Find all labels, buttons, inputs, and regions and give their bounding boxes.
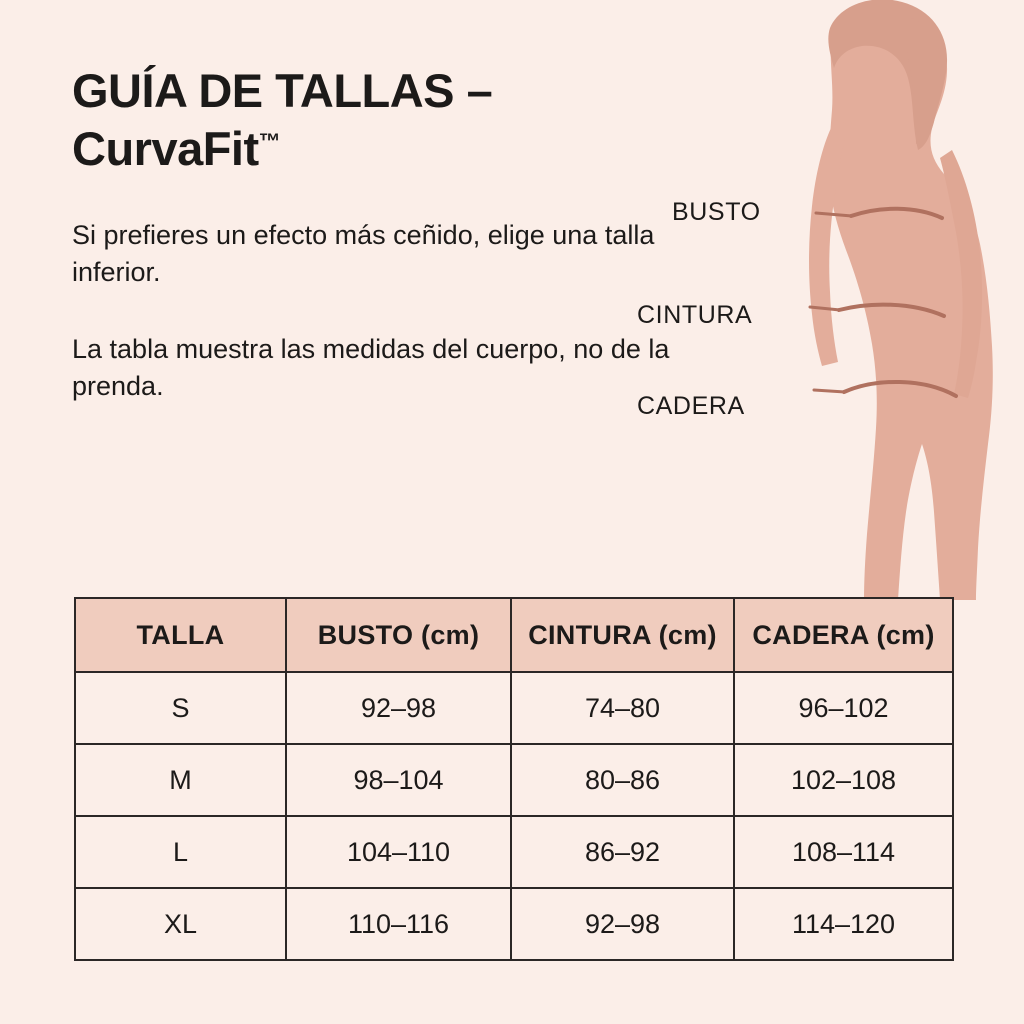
figure-body-shape <box>809 5 993 600</box>
intro-paragraph-2: La tabla muestra las medidas del cuerpo, no de la prenda. <box>72 334 670 402</box>
cell-busto: 104–110 <box>286 816 511 888</box>
waist-measure-line <box>839 305 944 316</box>
cell-talla: XL <box>75 888 286 960</box>
cell-talla: S <box>75 672 286 744</box>
cell-cadera: 108–114 <box>734 816 953 888</box>
table-row <box>75 744 953 816</box>
cell-cadera: 114–120 <box>734 888 953 960</box>
page-title <box>72 62 672 179</box>
cell-busto: 110–116 <box>286 888 511 960</box>
bust-label: BUSTO <box>672 198 761 226</box>
cell-cintura: 92–98 <box>511 888 734 960</box>
measurement-leader-lines <box>810 213 852 392</box>
cell-busto: 92–98 <box>286 672 511 744</box>
header-cadera: CADERA (cm) <box>734 598 953 672</box>
trademark-symbol: ™ <box>258 128 281 154</box>
bust-measure-line <box>851 209 942 218</box>
table-body <box>75 672 953 960</box>
header-block <box>72 62 672 406</box>
table-row <box>75 672 953 744</box>
hip-leader <box>814 390 845 392</box>
hip-label: CADERA <box>637 392 745 420</box>
cell-busto: 98–104 <box>286 744 511 816</box>
bust-leader <box>816 213 852 216</box>
body-figure-illustration <box>704 0 1024 600</box>
cell-cintura: 74–80 <box>511 672 734 744</box>
cell-cintura: 86–92 <box>511 816 734 888</box>
page-title-line1: GUÍA DE TALLAS – <box>72 64 493 117</box>
cell-cadera: 102–108 <box>734 744 953 816</box>
measurement-lines <box>839 209 956 396</box>
intro-paragraph-1: Si prefieres un efecto más ceñido, elige una talla inferior. <box>72 219 655 287</box>
header-talla: TALLA <box>75 598 286 672</box>
waist-label: CINTURA <box>637 301 753 329</box>
header-busto: BUSTO (cm) <box>286 598 511 672</box>
table-header <box>75 598 953 672</box>
waist-leader <box>810 307 840 310</box>
cell-cintura: 80–86 <box>511 744 734 816</box>
table-row <box>75 888 953 960</box>
table-row <box>75 816 953 888</box>
size-table <box>74 597 954 961</box>
cell-cadera: 96–102 <box>734 672 953 744</box>
page-title-line2: CurvaFit <box>72 122 259 176</box>
header-cintura: CINTURA (cm) <box>511 598 734 672</box>
cell-talla: L <box>75 816 286 888</box>
hip-measure-line <box>844 382 956 396</box>
figure-hair-shape <box>828 0 947 150</box>
table-header-row <box>75 598 953 672</box>
cell-talla: M <box>75 744 286 816</box>
